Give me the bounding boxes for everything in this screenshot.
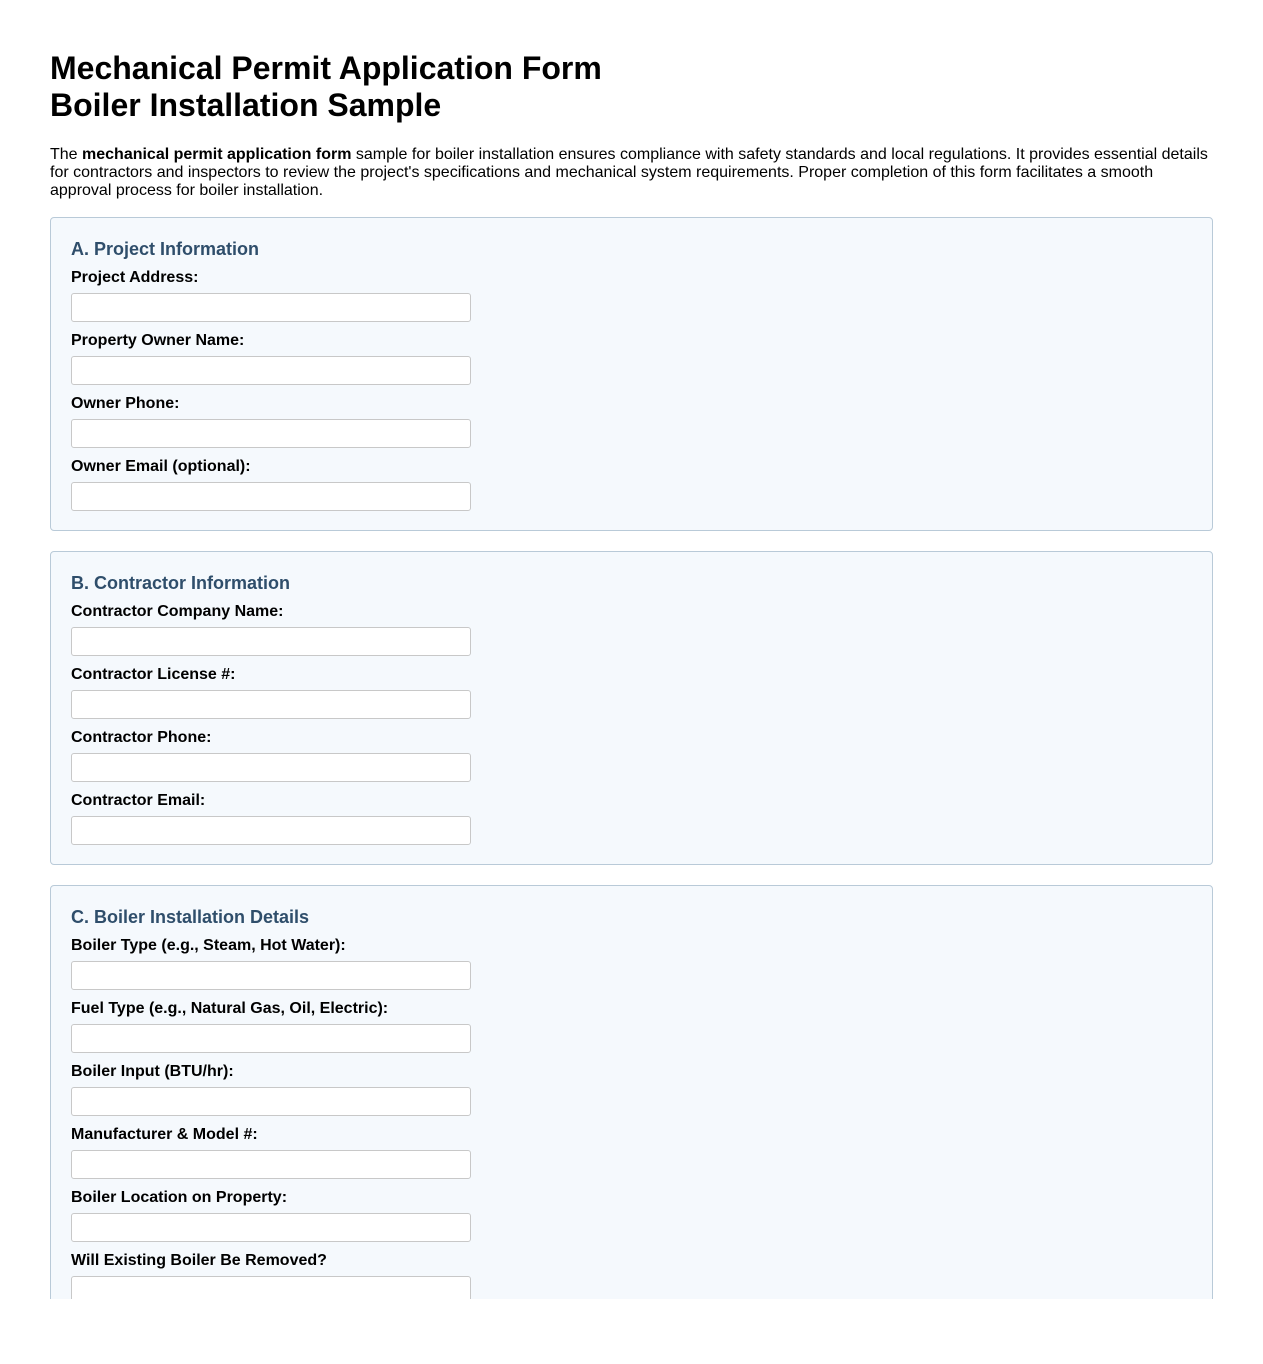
intro-bold: mechanical permit application form xyxy=(82,146,352,163)
field-label: Boiler Location on Property: xyxy=(71,1189,288,1206)
section-heading: C. Boiler Installation Details xyxy=(71,907,310,927)
field-label: Owner Phone: xyxy=(71,395,180,412)
field-label: Contractor License #: xyxy=(71,666,236,683)
field-boiler-input xyxy=(71,1063,1192,1116)
field-existing-boiler-removed xyxy=(71,1252,1192,1299)
contractor-license-input[interactable] xyxy=(71,690,471,719)
property-owner-name-input[interactable] xyxy=(71,356,471,385)
boiler-location-input[interactable] xyxy=(71,1213,471,1242)
field-label: Contractor Phone: xyxy=(71,729,212,746)
section-contractor-information xyxy=(50,551,1213,865)
field-label: Project Address: xyxy=(71,269,199,286)
existing-boiler-removed-input[interactable] xyxy=(71,1276,471,1299)
intro-suffix: sample for boiler installation ensures compliance with safety standards and local regulations. It provides essential details for contractors and inspectors to review the project's specifications and mechanical system requirements. Proper completion of this form facilitates a smooth approval process for boiler installation. xyxy=(50,146,1208,199)
boiler-type-input[interactable] xyxy=(71,961,471,990)
field-project-address xyxy=(71,269,1192,322)
field-label: Contractor Company Name: xyxy=(71,603,284,620)
owner-phone-input[interactable] xyxy=(71,419,471,448)
section-boiler-installation-details xyxy=(50,885,1213,1299)
intro-prefix: The xyxy=(50,146,83,163)
field-label: Fuel Type (e.g., Natural Gas, Oil, Electric): xyxy=(71,1000,389,1017)
boiler-input-btu-input[interactable] xyxy=(71,1087,471,1116)
field-property-owner-name xyxy=(71,332,1192,385)
field-manufacturer-model xyxy=(71,1126,1192,1179)
field-owner-email xyxy=(71,458,1192,511)
owner-email-input[interactable] xyxy=(71,482,471,511)
field-label: Boiler Type (e.g., Steam, Hot Water): xyxy=(71,937,346,954)
field-contractor-email xyxy=(71,792,1192,845)
contractor-company-name-input[interactable] xyxy=(71,627,471,656)
intro-paragraph xyxy=(50,146,1213,200)
field-label: Boiler Input (BTU/hr): xyxy=(71,1063,234,1080)
field-owner-phone xyxy=(71,395,1192,448)
manufacturer-model-input[interactable] xyxy=(71,1150,471,1179)
field-label: Property Owner Name: xyxy=(71,332,245,349)
field-label: Will Existing Boiler Be Removed? xyxy=(71,1252,327,1269)
field-fuel-type xyxy=(71,1000,1192,1053)
title-line-2: Boiler Installation Sample xyxy=(50,87,442,123)
section-heading: B. Contractor Information xyxy=(71,573,290,593)
contractor-email-input[interactable] xyxy=(71,816,471,845)
field-boiler-location xyxy=(71,1189,1192,1242)
field-contractor-company-name xyxy=(71,603,1192,656)
fuel-type-input[interactable] xyxy=(71,1024,471,1053)
section-project-information xyxy=(50,217,1213,531)
project-address-input[interactable] xyxy=(71,293,471,322)
field-boiler-type xyxy=(71,937,1192,990)
field-contractor-license xyxy=(71,666,1192,719)
field-label: Manufacturer & Model #: xyxy=(71,1126,258,1143)
contractor-phone-input[interactable] xyxy=(71,753,471,782)
field-contractor-phone xyxy=(71,729,1192,782)
title-line-1: Mechanical Permit Application Form xyxy=(50,50,602,86)
field-label: Owner Email (optional): xyxy=(71,458,251,475)
section-heading: A. Project Information xyxy=(71,239,260,259)
page-title xyxy=(50,50,1213,124)
field-label: Contractor Email: xyxy=(71,792,206,809)
